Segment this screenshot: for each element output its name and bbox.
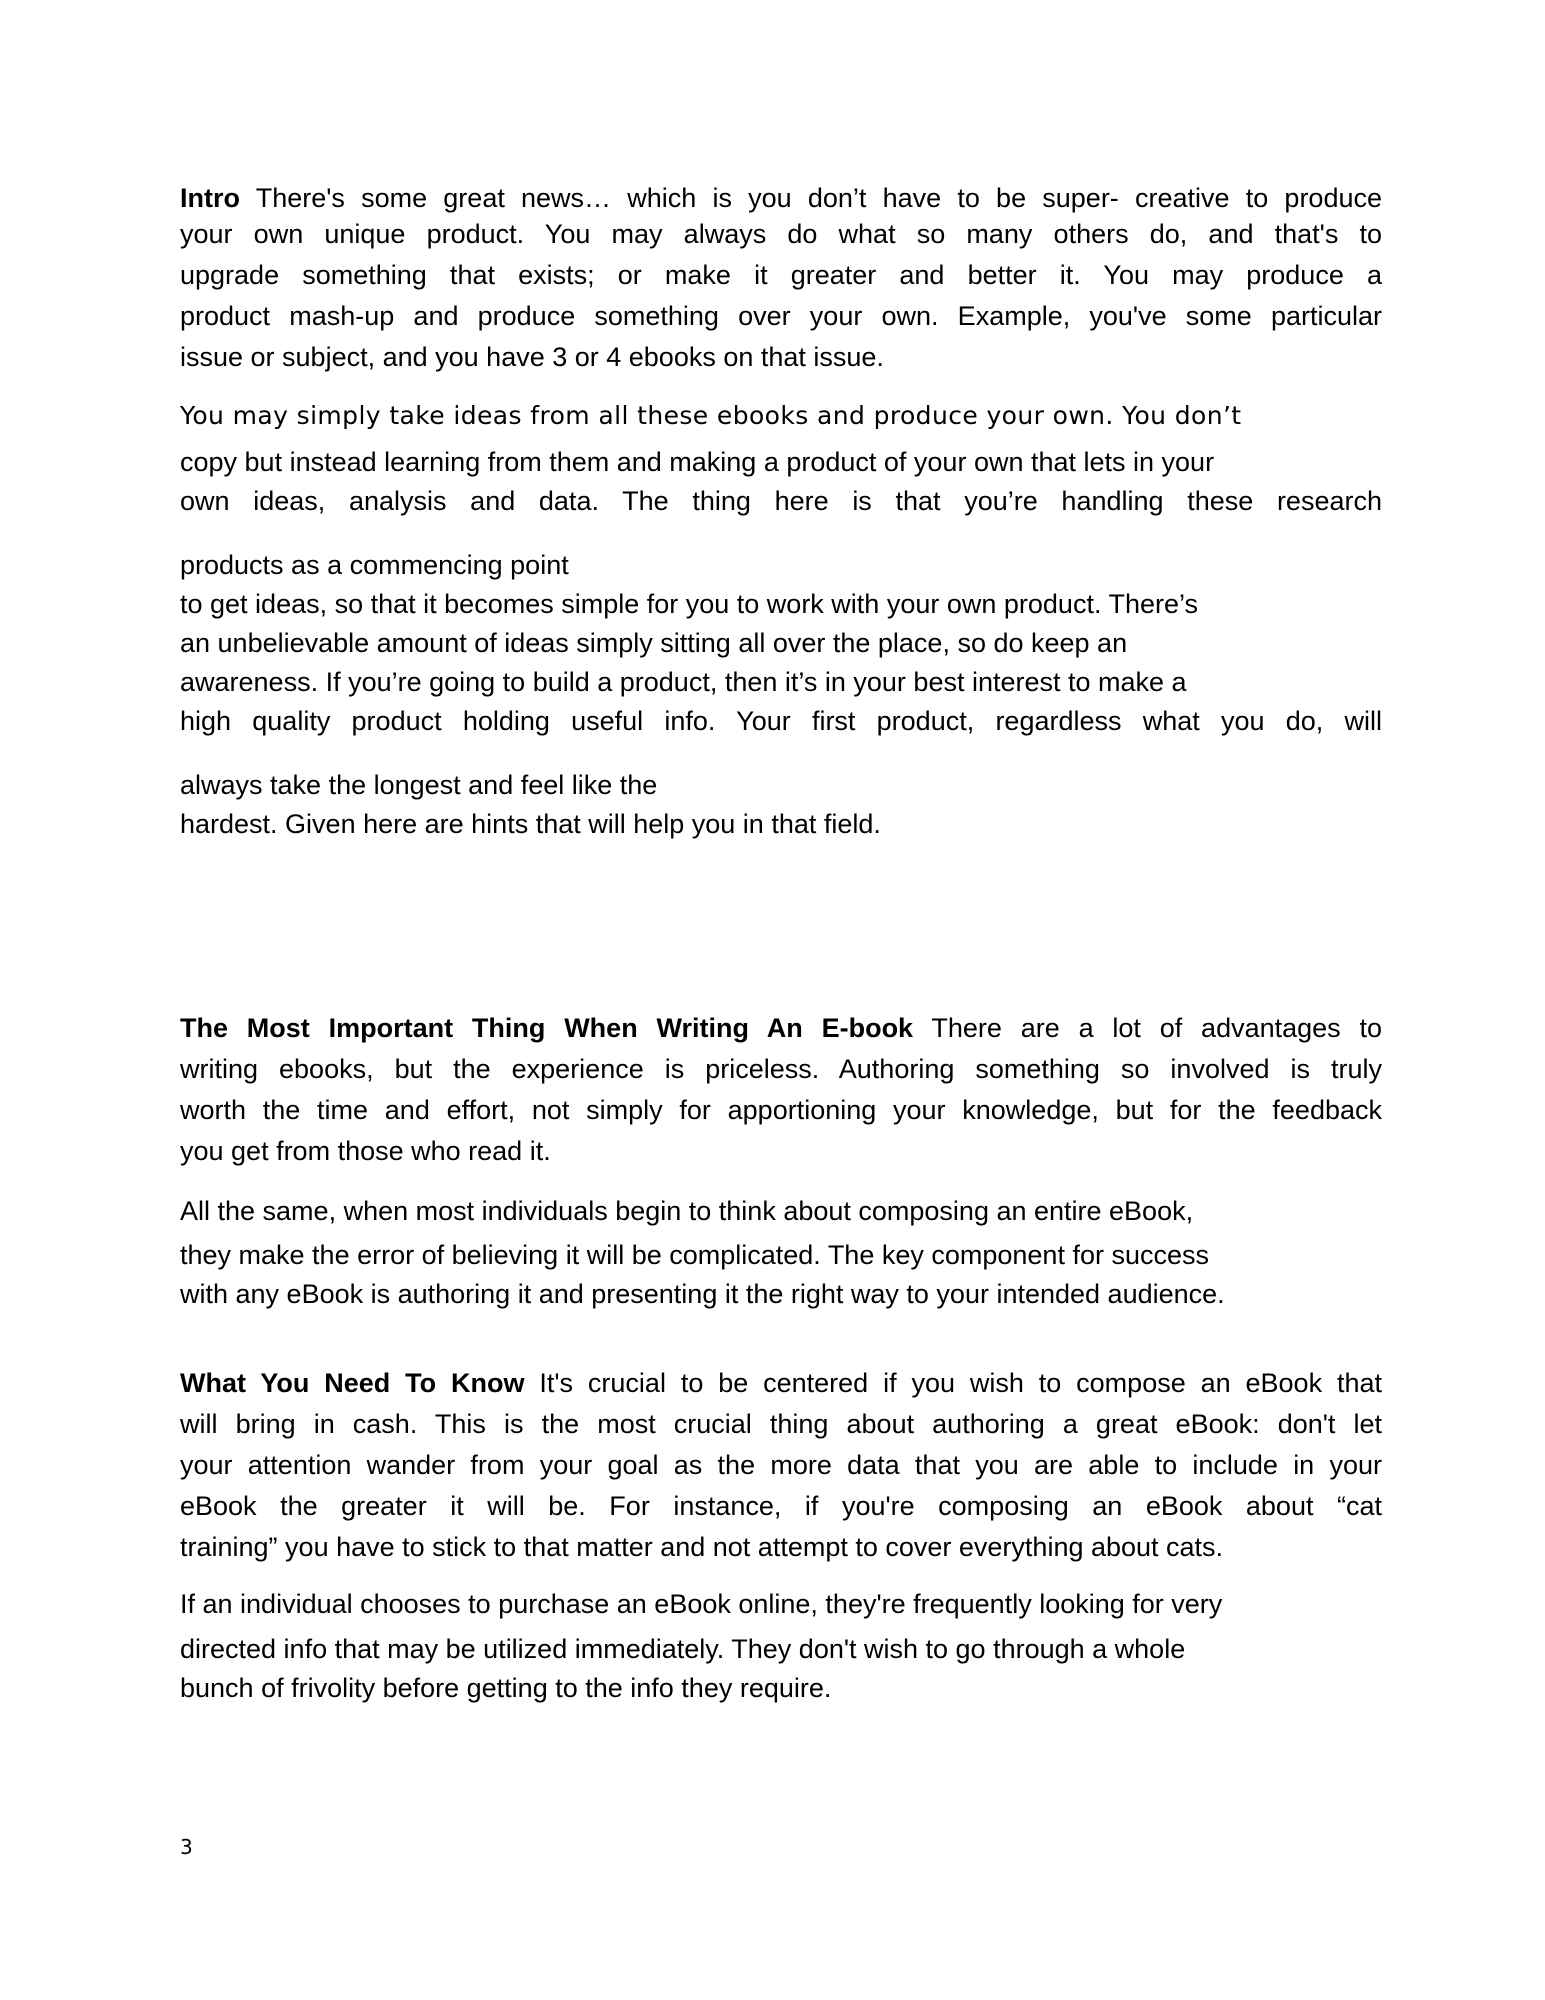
intro-line-3: upgrade something that exists; or make it greater and better it. You may produce a xyxy=(180,260,1382,290)
intro-line-4: product mash-up and produce something over your own. Example, you've some particular xyxy=(180,301,1382,331)
need-p2-line-1: If an individual chooses to purchase an eBook online, they're frequently looking for very xyxy=(180,1589,1223,1619)
intro-line-5: issue or subject, and you have 3 or 4 ebooks on that issue. xyxy=(180,342,884,372)
important-line-1: The Most Important Thing When Writing An E-book There are a lot of advantages to xyxy=(180,1013,1382,1043)
need-line-1: What You Need To Know It's crucial to be centered if you wish to compose an eBook that xyxy=(180,1368,1382,1398)
intro-p2-line-1: You may simply take ideas from all these ebooks and produce your own. You don’t xyxy=(180,401,1242,430)
intro-line-2: your own unique product. You may always do what so many others do, and that's to xyxy=(180,219,1382,249)
need-line-5: training” you have to stick to that matter and not attempt to cover everything about cats. xyxy=(180,1532,1224,1562)
need-line-3: your attention wander from your goal as the more data that you are able to include in your xyxy=(180,1450,1382,1480)
intro-p2-line-3: own ideas, analysis and data. The thing here is that you’re handling these research xyxy=(180,486,1382,516)
need-line-4: eBook the greater it will be. For instance, if you're composing an eBook about “cat xyxy=(180,1491,1382,1521)
intro-p2-line-4: products as a commencing point xyxy=(180,550,569,580)
page-number: 3 xyxy=(180,1835,193,1859)
important-line-2: writing ebooks, but the experience is priceless. Authoring something so involved is truly xyxy=(180,1054,1382,1084)
need-p2-line-3: bunch of frivolity before getting to the info they require. xyxy=(180,1673,832,1703)
intro-p2-line-6: an unbelievable amount of ideas simply sitting all over the place, so do keep an xyxy=(180,628,1128,658)
intro-p2-line-5: to get ideas, so that it becomes simple for you to work with your own product. There’s xyxy=(180,589,1198,619)
section-heading-intro: Intro xyxy=(180,183,240,213)
intro-p2-line-9: always take the longest and feel like the xyxy=(180,770,658,800)
important-p2-line-3: with any eBook is authoring it and presenting it the right way to your intended audience. xyxy=(180,1279,1225,1309)
intro-p2-line-8: high quality product holding useful info. Your first product, regardless what you do, will xyxy=(180,706,1382,736)
need-p2-line-2: directed info that may be utilized immediately. They don't wish to go through a whole xyxy=(180,1634,1186,1664)
intro-p2-line-10: hardest. Given here are hints that will help you in that field. xyxy=(180,809,881,839)
intro-p2-line-7: awareness. If you’re going to build a product, then it’s in your best interest to make a xyxy=(180,667,1187,697)
section-heading-need-to-know: What You Need To Know xyxy=(180,1368,525,1398)
important-p2-line-1: All the same, when most individuals begin to think about composing an entire eBook, xyxy=(180,1196,1194,1226)
important-line-4: you get from those who read it. xyxy=(180,1136,551,1166)
need-line-2: will bring in cash. This is the most crucial thing about authoring a great eBook: don't let xyxy=(180,1409,1382,1439)
intro-p2-line-2: copy but instead learning from them and making a product of your own that lets in your xyxy=(180,447,1215,477)
intro-line-1: Intro There's some great news… which is you don’t have to be super- creative to produce xyxy=(180,183,1382,213)
important-p2-line-2: they make the error of believing it will be complicated. The key component for success xyxy=(180,1240,1209,1270)
important-line-3: worth the time and effort, not simply for apportioning your knowledge, but for the feedback xyxy=(180,1095,1382,1125)
section-heading-important: The Most Important Thing When Writing An E-book xyxy=(180,1013,914,1043)
